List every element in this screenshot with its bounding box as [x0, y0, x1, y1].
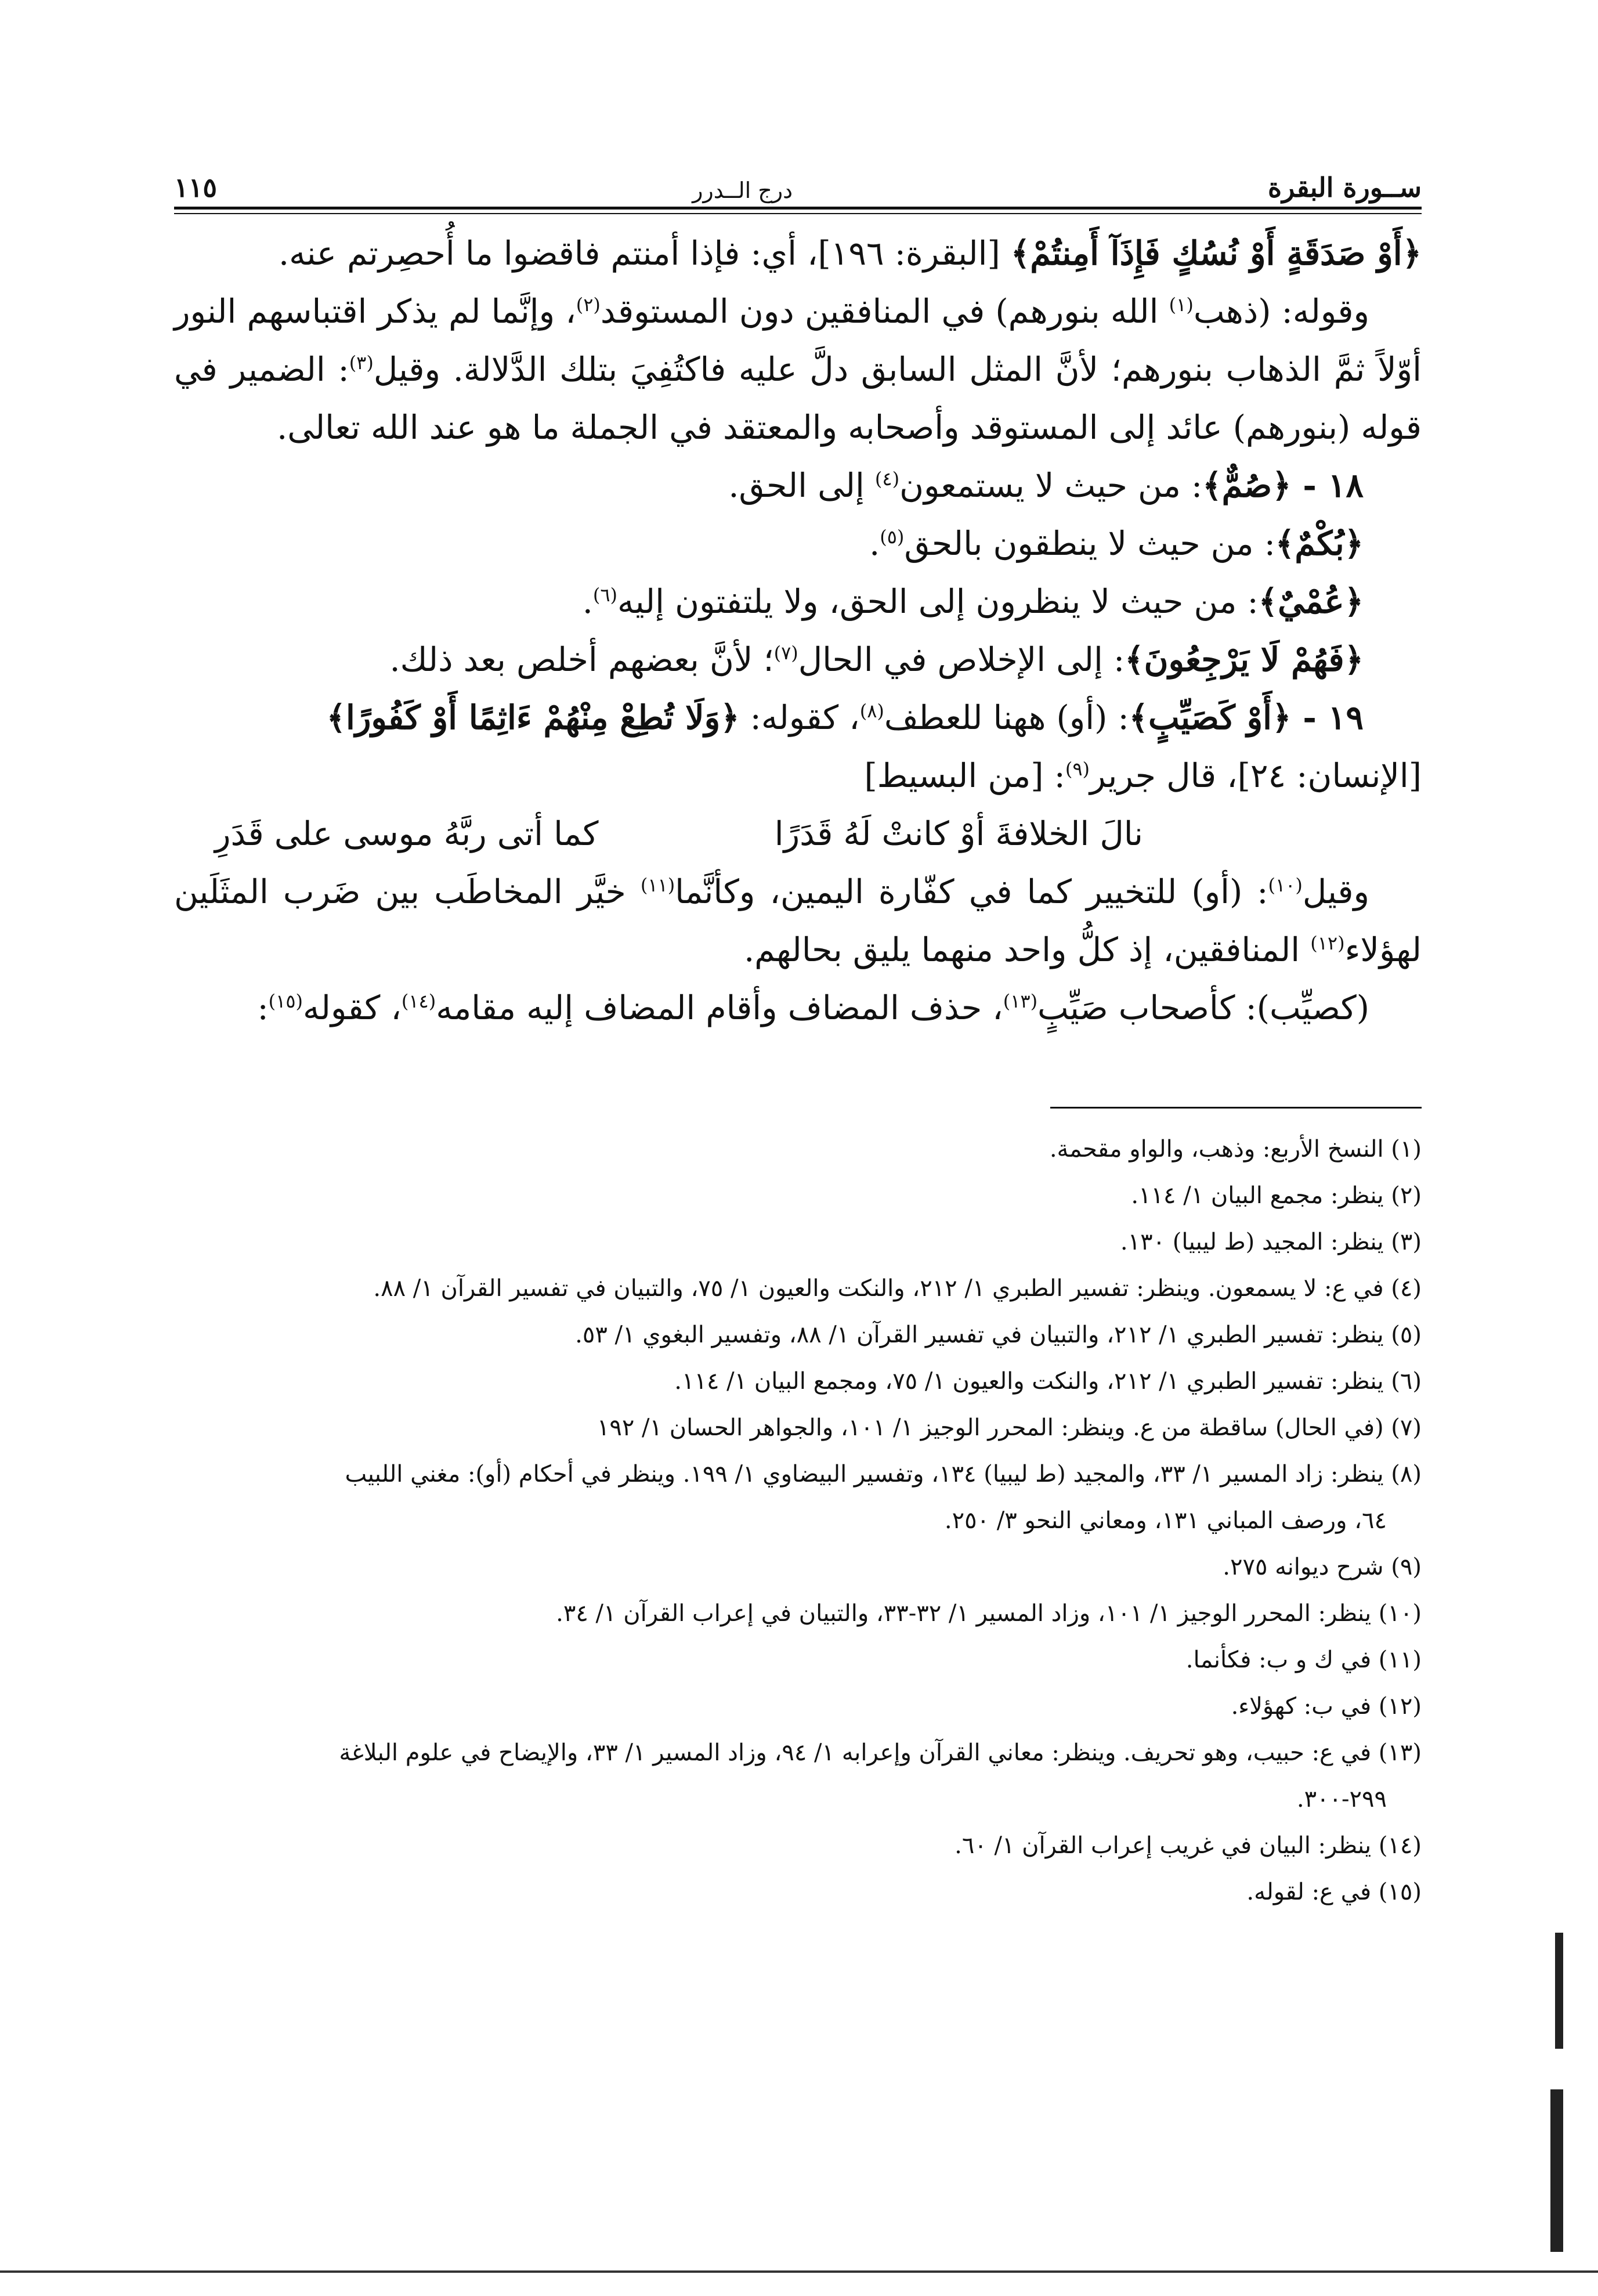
footnote: [174, 1451, 1422, 1544]
quran-quote: ﴿بُكْمٌ﴾: [1275, 524, 1364, 563]
quran-quote: ﴿أَوْ كَصَيِّبٍ﴾: [1129, 698, 1292, 737]
footnote: [174, 1312, 1422, 1358]
footnote-text: (٧) (في الحال) ساقطة من ع. وينظر: المحرر الوجيز ١/ ١٠١، والجواهر الحسان ١/ ١٩٢: [596, 1414, 1422, 1441]
paragraph: [174, 283, 1422, 457]
footnote-continuation: ٢٩٩-٣٠٠.: [1296, 1786, 1387, 1813]
text-run: (كصيِّب): كأصحاب صَيِّبٍ: [1037, 989, 1369, 1027]
paragraph: [174, 863, 1422, 979]
verse-second-hemistich: كما أتى ربَّهُ موسى على قَدَرِ: [215, 815, 599, 853]
text-run: : (أو) للتخيير كما في كفّارة اليمين، وكأنَّما: [675, 873, 1268, 911]
paragraph: [174, 689, 1422, 747]
footnote-text: (٦) ينظر: تفسير الطبري ١/ ٢١٢، والنكت والعيون ١/ ٧٥، ومجمع البيان ١/ ١١٤.: [674, 1368, 1422, 1395]
footnote-ref[interactable]: (٦): [592, 584, 618, 606]
main-text: [174, 225, 1422, 1037]
footnote-text: (٩) شرح ديوانه ٢٧٥.: [1223, 1554, 1422, 1580]
text-run: : من حيث لا ينظرون إلى الحق، ولا يلتفتون إليه: [617, 583, 1259, 621]
surah-name: ســورة البقرة: [1267, 172, 1422, 203]
quran-quote: ﴿صُمٌّ﴾: [1202, 466, 1292, 505]
text-run: ، كقوله:: [739, 699, 860, 737]
footnote-text: (٣) ينظر: المجيد (ط ليبيا) ١٣٠.: [1120, 1229, 1422, 1255]
paragraph: [174, 457, 1422, 515]
text-run: .: [869, 525, 880, 563]
scan-edge-mark: [1555, 1933, 1563, 2049]
footnote-text: (١١) في ك و ب: فكأنما.: [1185, 1647, 1422, 1673]
footnote: [174, 1126, 1422, 1172]
paragraph: [174, 573, 1422, 631]
text-run: : إلى الإخلاص في الحال: [798, 641, 1125, 679]
footnote-ref[interactable]: (١٠): [1268, 874, 1303, 896]
text-run: : من حيث لا ينطقون بالحق: [904, 525, 1275, 563]
footnote: [174, 1219, 1422, 1265]
quran-quote: ﴿أَوْ صَدَقَةٍ أَوْ نُسُكٍ فَإِذَآ أَمِنتُمْ﴾: [1010, 234, 1422, 273]
paragraph: [174, 631, 1422, 689]
header-rule: [174, 207, 1422, 214]
text-run: ، كقوله: [303, 989, 402, 1027]
scan-edge-mark: [1550, 2089, 1563, 2252]
footnote: [174, 1822, 1422, 1869]
footnote-text: (٥) ينظر: تفسير الطبري ١/ ٢١٢، والتبيان في تفسير القرآن ١/ ٨٨، وتفسير البغوي ١/ ٥٣.: [575, 1322, 1422, 1348]
text-run: الله بنورهم) في المنافقين دون المستوقد: [600, 293, 1169, 331]
footnote-text: (١) النسخ الأربع: وذهب، والواو مقحمة.: [1049, 1136, 1422, 1163]
quran-quote: ﴿فَهُمْ لَا يَرْجِعُونَ﴾: [1125, 640, 1364, 679]
footnote: [174, 1544, 1422, 1590]
footnote-ref[interactable]: (٨): [859, 700, 884, 722]
footnote-text: (١٥) في ع: لقوله.: [1246, 1879, 1422, 1905]
text-run: ؛ لأنَّ بعضهم أخلص بعد ذلك.: [389, 641, 774, 679]
footnote-text: (١٠) ينظر: المحرر الوجيز ١/ ١٠١، وزاد المسير ١/ ٣٢-٣٣، والتبيان في إعراب القرآن ١/ ٣٤.: [556, 1600, 1422, 1627]
text-run: : الضمير في قوله (بنورهم) عائد إلى المستوقد وأصحابه والمعتقد في الجملة ما هو عند الله تعالى.: [174, 351, 1422, 447]
footnote-ref[interactable]: (١٣): [1003, 990, 1038, 1012]
text-run: خيَّر المخاطَب بين ضَرب المثَلَين لهؤلاء: [174, 873, 1422, 969]
text-run: ، وإنَّما لم يذكر اقتباسهم النور أوّلاً ثمَّ الذهاب بنورهم؛ لأنَّ المثل السابق دلَّ عليه فاكتُفِيَ بتلك الدَّلالة. وقيل: [174, 293, 1422, 389]
footnote-separator: [1050, 1107, 1422, 1109]
footnote: [174, 1405, 1422, 1451]
footnote-text: (١٣) في ع: حبيب، وهو تحريف. وينظر: معاني القرآن وإعرابه ١/ ٩٤، وزاد المسير ١/ ٣٣، والإيضاح في علوم البلاغة: [339, 1739, 1422, 1766]
footnote-text: (٨) ينظر: زاد المسير ١/ ٣٣، والمجيد (ط ليبيا) ١٣٤، وتفسير البيضاوي ١/ ١٩٩. وينظر في أحكام (أو): مغني اللبيب: [345, 1461, 1422, 1488]
text-run: : من حيث لا يستمعون: [899, 467, 1203, 505]
text-run: إلى الحق.: [728, 467, 875, 505]
footnote-ref[interactable]: (٤): [874, 468, 900, 490]
paragraph: [174, 515, 1422, 573]
footnote: [174, 1730, 1422, 1822]
quran-quote: ﴿عُمْيٌ﴾: [1258, 582, 1364, 621]
quran-quote: ﴿وَلَا تُطِعْ مِنْهُمْ ءَاثِمًا أَوْ كَفُورًا﴾: [326, 698, 740, 737]
footnote-text: (٢) ينظر: مجمع البيان ١/ ١١٤.: [1131, 1182, 1422, 1209]
footnote-ref[interactable]: (١٥): [268, 990, 303, 1012]
footnote-text: (٤) في ع: لا يسمعون. وينظر: تفسير الطبري ١/ ٢١٢، والنكت والعيون ١/ ٧٥، والتبيان في تفسير القرآن ١/ ٨٨.: [373, 1275, 1422, 1302]
footnote-ref[interactable]: (٧): [773, 642, 798, 664]
footnote: [174, 1358, 1422, 1405]
footnote: [174, 1590, 1422, 1637]
footnote: [174, 1683, 1422, 1730]
footnote-ref[interactable]: (٥): [880, 526, 905, 548]
verse-first-hemistich: نالَ الخلافةَ أوْ كانتْ لَهُ قَدَرًا: [774, 815, 1143, 853]
text-run: [البقرة: ١٩٦]، أي: فإذا أمنتم فاقضوا ما أُحصِرتم عنه.: [278, 234, 1011, 273]
text-run: [الإنسان: ٢٤]، قال جرير: [1090, 757, 1422, 795]
verse-number: ١٩ -: [1291, 698, 1364, 737]
scan-bottom-edge: [0, 2270, 1598, 2273]
text-run: وقيل: [1302, 873, 1369, 911]
footnote-ref[interactable]: (٢): [576, 294, 601, 316]
footnote-ref[interactable]: (٩): [1065, 758, 1090, 780]
footnote-continuation: ٦٤، ورصف المباني ١٣١، ومعاني النحو ٣/ ٢٥٠.: [944, 1507, 1387, 1534]
text-run: .: [582, 583, 593, 621]
footnote-ref[interactable]: (١١): [640, 874, 675, 896]
footnote-ref[interactable]: (١٤): [401, 990, 436, 1012]
verse-number: ١٨ -: [1291, 466, 1364, 505]
footnote: [174, 1637, 1422, 1683]
text-run: :: [257, 989, 269, 1027]
footnote-ref[interactable]: (١٢): [1310, 932, 1345, 954]
text-run: وقوله: (ذهب: [1193, 293, 1370, 331]
footnotes: [174, 1126, 1422, 1915]
text-run: : (أو) ههنا للعطف: [884, 699, 1129, 737]
footnote: [174, 1869, 1422, 1915]
book-title: درج الــدرر: [692, 178, 793, 203]
footnote-ref[interactable]: (١): [1169, 294, 1194, 316]
text-run: المنافقين، إذ كلُّ واحد منهما يليق بحالهم.: [744, 931, 1311, 969]
text-run: : [من البسيط]: [864, 757, 1065, 795]
footnote: [174, 1265, 1422, 1312]
footnote: [174, 1172, 1422, 1219]
paragraph: [174, 225, 1422, 283]
paragraph: [174, 979, 1422, 1037]
footnote-text: (١٢) في ب: كهؤلاء.: [1231, 1693, 1422, 1720]
paragraph: [174, 747, 1422, 805]
running-header: [174, 157, 1422, 203]
book-page: [174, 157, 1422, 1915]
poetry-verse: [215, 805, 1143, 863]
page-number: ١١٥: [174, 172, 218, 203]
footnote-ref[interactable]: (٣): [349, 352, 374, 374]
text-run: ، حذف المضاف وأقام المضاف إليه مقامه: [436, 989, 1003, 1027]
footnote-text: (١٤) ينظر: البيان في غريب إعراب القرآن ١/ ٦٠.: [955, 1832, 1422, 1859]
